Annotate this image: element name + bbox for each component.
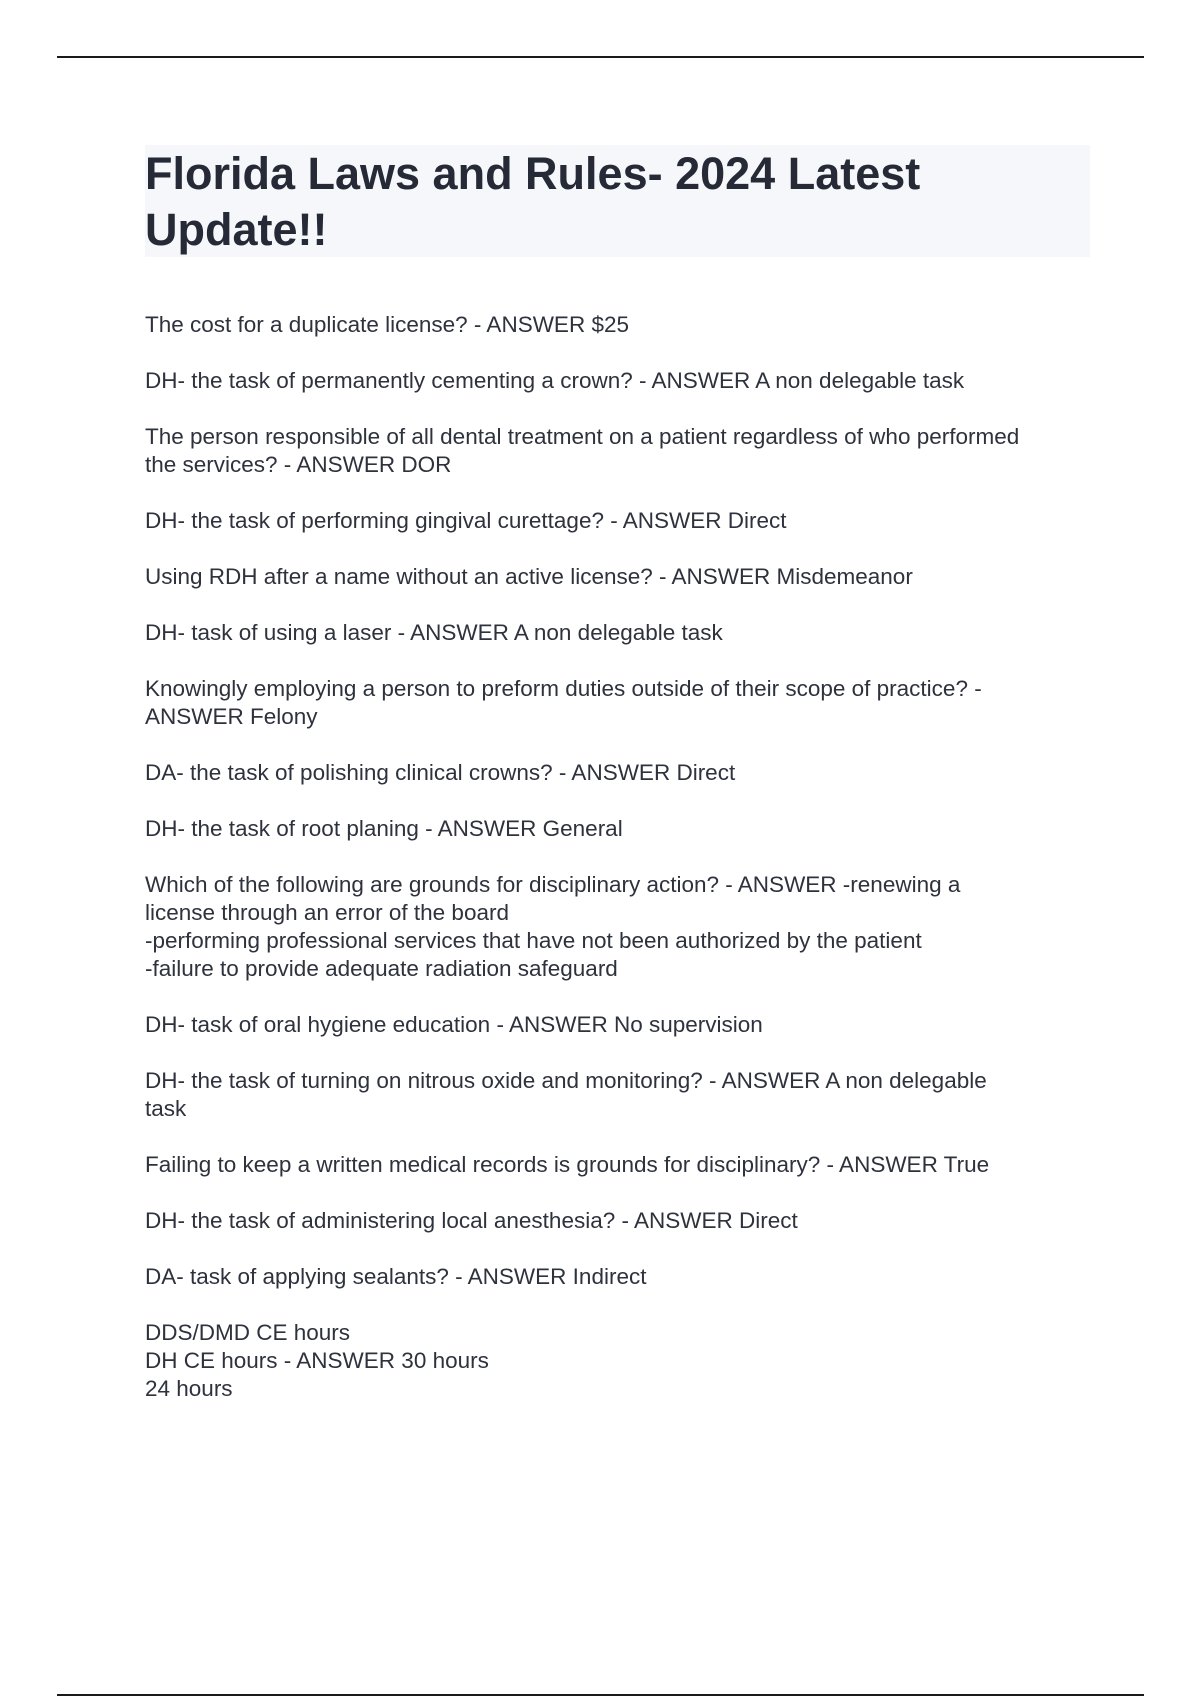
qa-item [145,1319,1095,1403]
qa-line: the services? - ANSWER DOR [145,452,452,477]
document-title [145,146,1085,258]
title-line: Florida Laws and Rules- 2024 Latest [145,148,921,199]
qa-line: DH- the task of permanently cementing a crown? - ANSWER A non delegable task [145,368,965,393]
qa-item [145,619,1095,647]
qa-line: -failure to provide adequate radiation safeguard [145,956,618,981]
item-spacer [145,787,1095,815]
qa-item [145,871,1095,983]
qa-line: DH- task of oral hygiene education - ANSWER No supervision [145,1012,763,1037]
qa-item [145,367,1095,395]
qa-line: Using RDH after a name without an active license? - ANSWER Misdemeanor [145,564,913,589]
qa-line: DH- the task of root planing - ANSWER General [145,816,623,841]
item-spacer [145,1235,1095,1263]
item-spacer [145,535,1095,563]
header-rule [57,56,1144,58]
footer-rule [57,1694,1144,1696]
qa-list [145,311,1095,1403]
qa-item [145,675,1095,731]
qa-line: DH- task of using a laser - ANSWER A non delegable task [145,620,723,645]
item-spacer [145,479,1095,507]
qa-line: DH- the task of performing gingival curettage? - ANSWER Direct [145,508,787,533]
item-spacer [145,647,1095,675]
qa-line: task [145,1096,187,1121]
qa-item [145,1067,1095,1123]
qa-line: DH- the task of turning on nitrous oxide and monitoring? - ANSWER A non delegable [145,1068,987,1093]
item-spacer [145,395,1095,423]
item-spacer [145,1179,1095,1207]
item-spacer [145,1039,1095,1067]
item-spacer [145,1291,1095,1319]
qa-line: -performing professional services that have not been authorized by the patient [145,928,922,953]
qa-line: DA- the task of polishing clinical crowns? - ANSWER Direct [145,760,736,785]
qa-item [145,815,1095,843]
qa-item [145,759,1095,787]
qa-line: The cost for a duplicate license? - ANSWER $25 [145,312,629,337]
item-spacer [145,339,1095,367]
qa-item [145,1151,1095,1179]
qa-item [145,311,1095,339]
qa-line: DH- the task of administering local anesthesia? - ANSWER Direct [145,1208,798,1233]
item-spacer [145,591,1095,619]
qa-line: Which of the following are grounds for disciplinary action? - ANSWER -renewing a [145,872,961,897]
item-spacer [145,983,1095,1011]
qa-item [145,563,1095,591]
item-spacer [145,731,1095,759]
qa-item [145,507,1095,535]
qa-line: license through an error of the board [145,900,509,925]
qa-line: The person responsible of all dental treatment on a patient regardless of who performed [145,424,1020,449]
qa-line: 24 hours [145,1376,233,1401]
title-line: Update!! [145,204,328,255]
qa-item [145,1263,1095,1291]
qa-line: DDS/DMD CE hours [145,1320,351,1345]
item-spacer [145,843,1095,871]
qa-item [145,1011,1095,1039]
qa-line: ANSWER Felony [145,704,318,729]
qa-line: DA- task of applying sealants? - ANSWER Indirect [145,1264,647,1289]
qa-line: DH CE hours - ANSWER 30 hours [145,1348,489,1373]
qa-item [145,1207,1095,1235]
qa-item [145,423,1095,479]
qa-line: Failing to keep a written medical records is grounds for disciplinary? - ANSWER True [145,1152,990,1177]
item-spacer [145,1123,1095,1151]
qa-line: Knowingly employing a person to preform duties outside of their scope of practice? - [145,676,982,701]
